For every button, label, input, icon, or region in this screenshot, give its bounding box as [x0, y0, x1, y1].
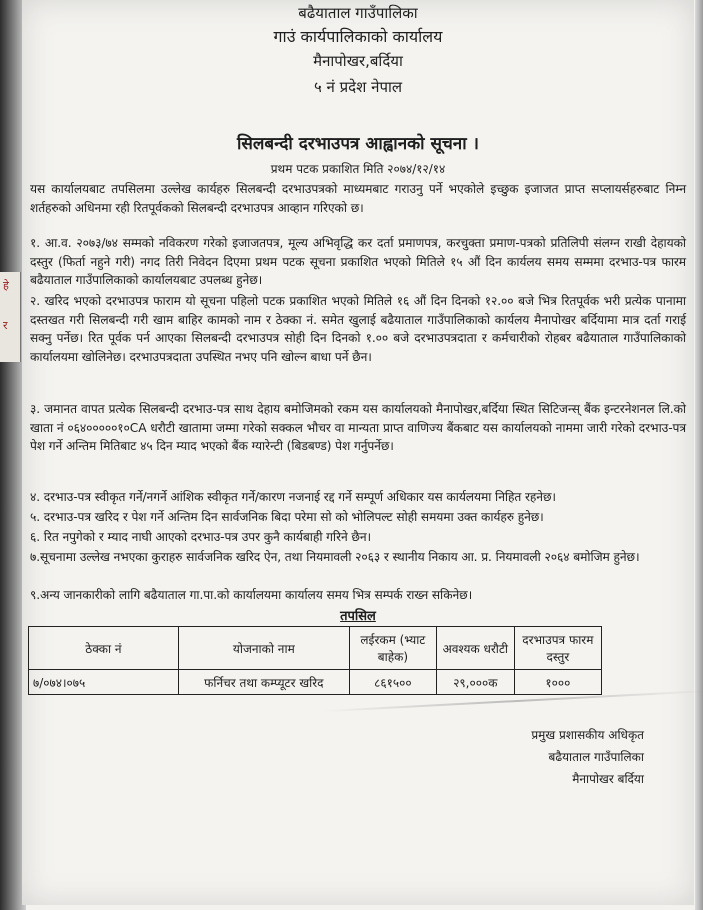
clause-6: ६. रित नपुगेको र म्याद नाघी आएको दरभाउ-पत्र उपर कुनै कार्यबाही गरिने छैन।: [30, 530, 372, 544]
publish-date: प्रथम पटक प्रकाशित मिति २०७४/१२/१४: [270, 162, 446, 176]
fragment-text-2: र: [3, 319, 8, 332]
cell-form-fee: १०००: [514, 670, 601, 695]
signatory-title: प्रमुख प्रशासकीय अधिकृत: [531, 728, 644, 742]
cell-deposit: २९,०००क: [436, 670, 514, 695]
clause-2: २. खरिद भएको दरभाउपत्र फाराम यो सूचना पहिलो पटक प्रकाशित भएको मितिले १६ औं दिन दिनको १२.०० बजे भित्र रितपूर्वक भरी प्रत्येक पानामा दस्तखत गरी सिलबन्दी गरी खाम बाहिर कामको नाम र ठेक्का नं. समेत खुलाई बढैयाताल गाउँपालिकाको कार्यलय मैनापोखर बर्दियामा मात्र दर्ता गराई सक्नु पर्नेछ। रित पूर्वक पर्न आएका सिलबन्दी दरभाउपत्र सोही दिन दिनको १.०० बजे दरभाउपत्रदाता र कर्मचारीको रोहबर बढैयाताल गाउँपालिकाको कार्यालयमा खोलिनेछ। दरभाउपत्रदाता उपस्थित नभए पनि खोल्न बाधा पर्ने छैन।: [30, 294, 686, 364]
clause-3: ३. जमानत वापत प्रत्येक सिलबन्दी दरभाउ-पत्र साथ देहाय बमोजिमको रकम यस कार्यालयको मैनापोखर,बर्दिया स्थित सिटिजन्स् बैंक इन्टरनेशनल लि.को खाता नं ०६४०००००१०CA धरौटी खातामा जम्मा गरेको सक्कल भौचर वा मान्यता प्राप्त वाणिज्य बैंकबाट यस कार्यालयको नाममा जारी गरेको दरभाउ-पत्र पेश गर्ने अन्तिम मितिबाट ४५ दिन म्याद भएको बैंक ग्यारेन्टी (बिडबण्ड) पेश गर्नुपर्नेछ।: [30, 402, 686, 454]
col-form-fee: दरभाउपत्र फारम दस्तुर: [514, 627, 601, 670]
col-deposit: अवश्यक धरौटी: [436, 627, 514, 670]
table-header-row: [29, 627, 602, 670]
col-project-name: योजनाको नाम: [178, 627, 349, 670]
clause-5: ५. दरभाउ-पत्र खरिद र पेश गर्ने अन्तिम दिन सार्वजनिक बिदा परेमा सो को भोलिपल्ट सोही समयमा उक्त कार्यहरु हुनेछ।: [30, 510, 544, 524]
intro-paragraph: यस कार्यालयबाट तपसिलमा उल्लेख कार्यहरु सिलबन्दी दरभाउपत्रको माध्यमबाट गराउनु पर्ने भएकोले इच्छुक इजाजत प्राप्त सप्लायर्सहरुबाट निम्न शर्तहरुको अधिनमा रही रितपूर्वकको सिलबन्दी दरभाउपत्र आव्हान गरिएको छ।: [30, 182, 686, 215]
clause-7: ७.सूचनामा उल्लेख नभएका कुराहरु सार्वजनिक खरिद ऐन, तथा नियमावली २०६३ र स्थानीय निकाय आ. प्र. नियमावली २०६४ बमोजिम हुनेछ।: [30, 550, 640, 564]
cell-project-name: फर्निचर तथा कम्प्यूटर खरिद: [178, 670, 349, 695]
clause-9: ९.अन्य जानकारीको लागि बढैयाताल गा.पा.को कार्यालयमा कार्यालय समय भित्र सम्पर्क राख्न सकिनेछ।: [30, 588, 473, 602]
cell-cost-estimate: ८६१५००: [349, 670, 436, 695]
header-province: ५ नं प्रदेश नेपाल: [313, 78, 403, 96]
signatory-municipality: बढैयाताल गाउँपालिका: [548, 750, 644, 764]
notice-title: सिलबन्दी दरभाउपत्र आह्वानको सूचना ।: [236, 134, 479, 154]
clause-4: ४. दरभाउ-पत्र स्वीकृत गर्ने/नगर्ने आंशिक स्वीकृत गर्ने/कारण नजनाई रद्द गर्ने सम्पूर्ण अधिकार यस कार्यलयमा निहित रहनेछ।: [30, 490, 556, 504]
notice-paper: [22, 0, 694, 905]
header-municipality: बढैयाताल गाउँपालिका: [298, 4, 418, 22]
col-contract-no: ठेक्का नं: [29, 627, 179, 670]
schedule-heading: तपसिल: [340, 609, 376, 624]
signatory-block: [531, 724, 644, 790]
col-cost-estimate: लईरकम (भ्याट बाहेक): [349, 627, 436, 670]
signatory-address: मैनापोखर बर्दिया: [572, 772, 644, 786]
adjacent-page-fragment: [0, 272, 21, 362]
table-row: [29, 670, 602, 695]
fragment-text-1: हे: [3, 279, 9, 292]
header-address: मैनापोखर,बर्दिया: [313, 52, 403, 70]
clause-1: १. आ.व. २०७३/७४ सम्मको नविकरण गरेको इजाजतपत्र, मूल्य अभिवृद्धि कर दर्ता प्रमाणपत्र, करचुक्ता प्रमाण-पत्रको प्रतिलिपी संलग्न राखी देहायको दस्तुर (फिर्ता नहुने गरी) नगद तिरी निवेदन दिएमा प्रथम पटक सूचना प्रकाशित भएको मितिले १५ औं दिन कार्यलय समय सम्ममा दरभाउ-पत्र फारम बढैयाताल गाउँपालिकाको कार्यालयबाट उपलब्ध हुनेछ।: [30, 236, 686, 288]
cell-contract-no: ७/०७४।०७५: [29, 670, 179, 695]
header-office: गाउं कार्यपालिकाको कार्यालय: [273, 27, 443, 46]
scan-right-edge: [695, 0, 703, 910]
schedule-table: [28, 626, 602, 695]
